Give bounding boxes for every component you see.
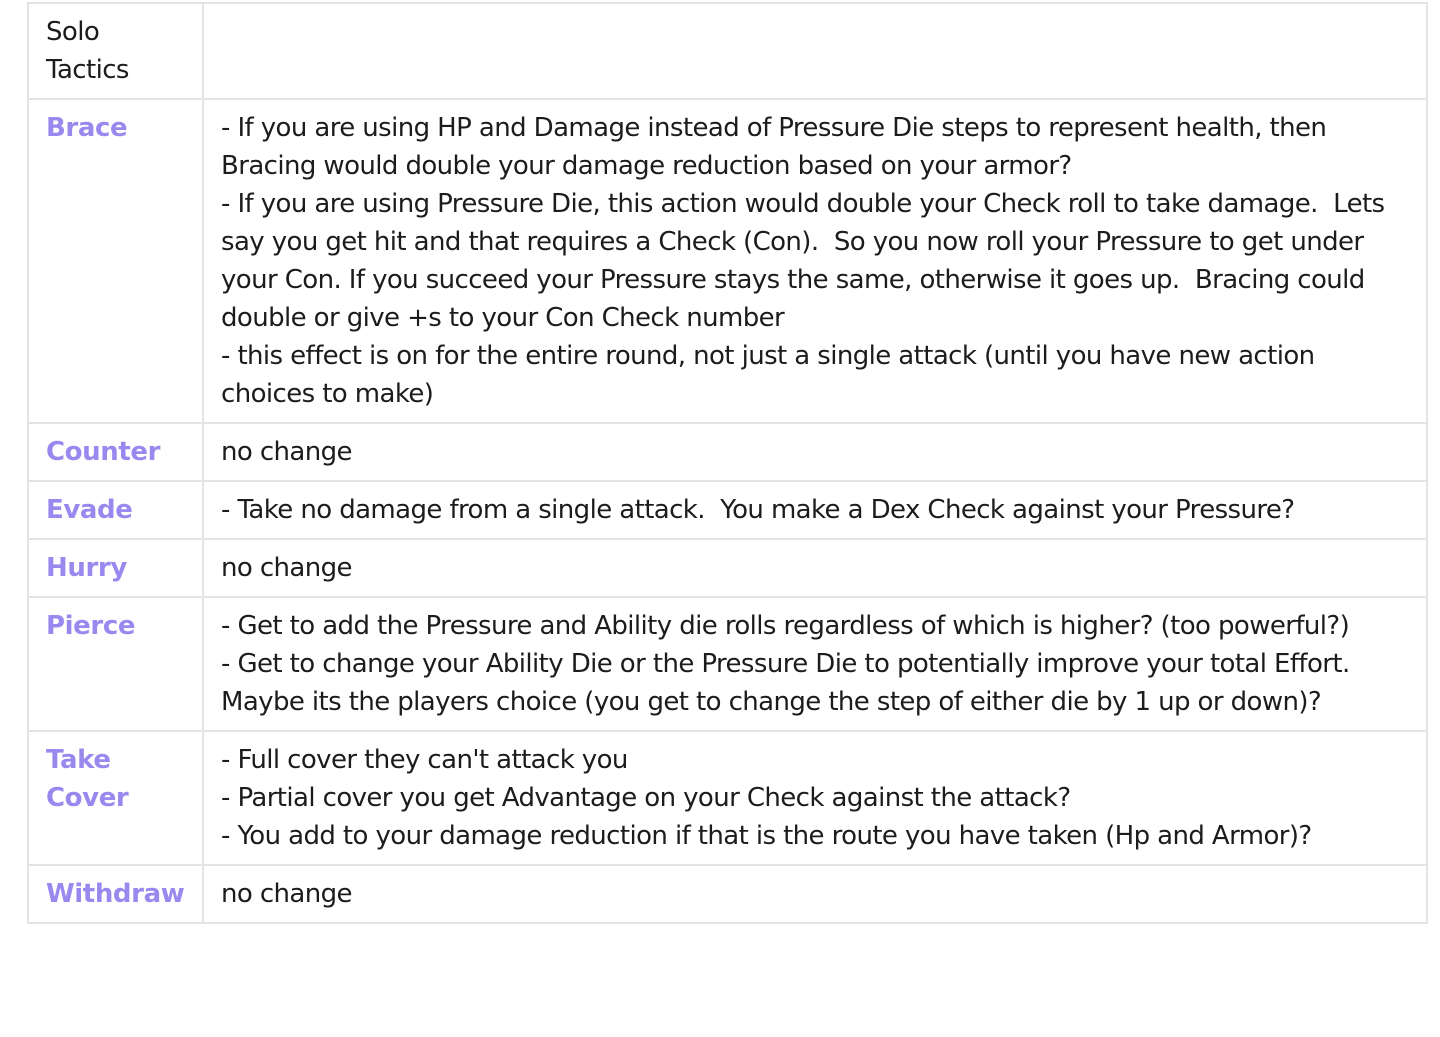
description-line: - If you are using Pressure Die, this action would double your Check roll to take damage. Lets say you get hit and that requires a Check (Con). So you now roll your Pressure to get under your Con. If you succeed your Pressure stays the same, otherwise it goes up. Bracing could double or give +s to your Con Check number	[221, 189, 1393, 333]
description-line: - Get to add the Pressure and Ability die rolls regardless of which is higher? (too powerful?)	[221, 611, 1350, 641]
description-line: no change	[221, 437, 352, 467]
tactic-name: Withdraw	[28, 865, 203, 923]
header-cell-empty	[203, 3, 1427, 99]
solo-tactics-table	[27, 2, 1428, 924]
tactic-name: Pierce	[28, 597, 203, 731]
description-line: - If you are using HP and Damage instead of Pressure Die steps to represent health, then Bracing would double your damage reduction based on your armor?	[221, 113, 1334, 181]
table-row	[28, 865, 1427, 923]
tactic-description	[203, 597, 1427, 731]
table-row	[28, 731, 1427, 865]
description-line: - Get to change your Ability Die or the Pressure Die to potentially improve your total Effort. Maybe its the players choice (you get to change the step of either die by 1 up or down)?	[221, 649, 1365, 717]
description-line: - Partial cover you get Advantage on your Check against the attack?	[221, 783, 1071, 813]
table-row	[28, 539, 1427, 597]
description-line: - this effect is on for the entire round, not just a single attack (until you have new action choices to make)	[221, 341, 1323, 409]
description-line: - You add to your damage reduction if that is the route you have taken (Hp and Armor)?	[221, 821, 1312, 851]
tactic-name: Brace	[28, 99, 203, 423]
header-cell-title: Solo Tactics	[28, 3, 203, 99]
table-header-row	[28, 3, 1427, 99]
description-line: no change	[221, 879, 352, 909]
table-row	[28, 597, 1427, 731]
table-row	[28, 99, 1427, 423]
tactic-description	[203, 865, 1427, 923]
table-row	[28, 423, 1427, 481]
tactic-description	[203, 539, 1427, 597]
tactic-description	[203, 423, 1427, 481]
tactic-name: Counter	[28, 423, 203, 481]
tactic-name: Hurry	[28, 539, 203, 597]
description-line: - Take no damage from a single attack. You make a Dex Check against your Pressure?	[221, 495, 1295, 525]
tactic-name: Take Cover	[28, 731, 203, 865]
description-line: - Full cover they can't attack you	[221, 745, 628, 775]
description-line: no change	[221, 553, 352, 583]
tactic-description	[203, 731, 1427, 865]
tactic-description	[203, 481, 1427, 539]
table-row	[28, 481, 1427, 539]
tactic-description	[203, 99, 1427, 423]
tactic-name: Evade	[28, 481, 203, 539]
